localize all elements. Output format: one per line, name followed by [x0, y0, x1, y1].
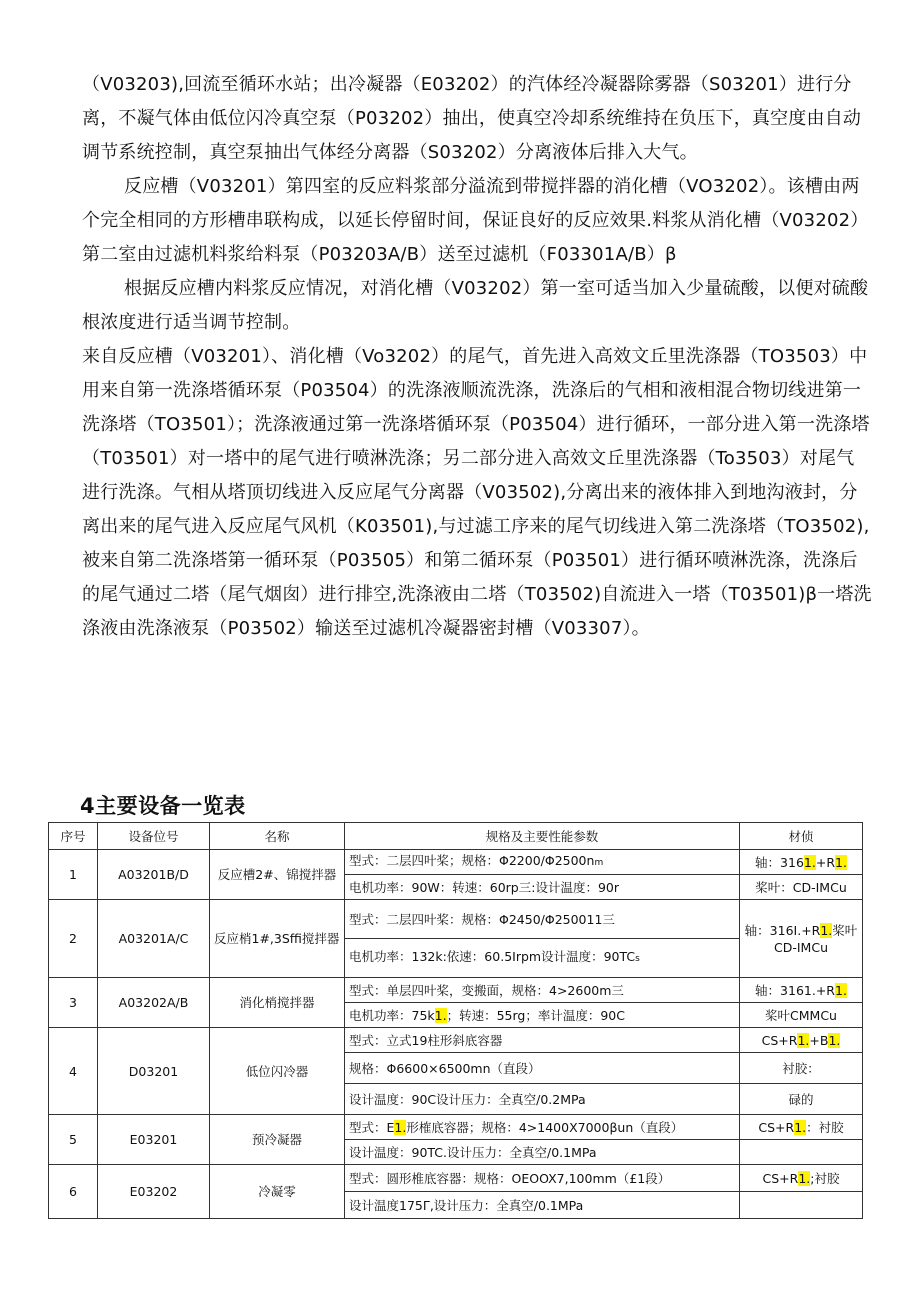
- highlight-mark: 1.: [803, 854, 816, 870]
- cell-spec: 规格：Φ6600×6500mn（直段）: [345, 1053, 740, 1084]
- cell-material: [740, 1115, 863, 1140]
- spec-text: 电机功率：132k:依速：60.5Irpm设计温度：90TC: [349, 949, 636, 964]
- cell-material: [740, 900, 863, 978]
- cell-material: [740, 1028, 863, 1053]
- paragraph-3: 根据反应槽内料浆反应情况，对消化槽（V03202）第一室可适当加入少量硫酸，以便对硫酸根浓度进行适当调节控制。: [82, 278, 869, 333]
- highlight-mark: 1.: [434, 1007, 447, 1023]
- table-row: [49, 900, 863, 939]
- cell-spec: [345, 1115, 740, 1140]
- cell-material: [740, 1165, 863, 1192]
- material-text: CS+R: [762, 1170, 799, 1186]
- table-header-row: [49, 823, 863, 850]
- cell-material-empty: [740, 1140, 863, 1165]
- cell-name: 反应梢1#,3Sffi搅拌器: [210, 900, 345, 978]
- cell-no: 4: [49, 1028, 98, 1115]
- cell-spec: 型式：圆形椎底容器：规格：OEOOX7,100mm（£1段）: [345, 1165, 740, 1192]
- highlight-mark: 1.: [828, 1032, 841, 1048]
- cell-no: 6: [49, 1165, 98, 1219]
- cell-no: 3: [49, 978, 98, 1028]
- cell-spec: [345, 850, 740, 875]
- cell-no: 2: [49, 900, 98, 978]
- spec-text: 电机功率：75k: [349, 1007, 435, 1023]
- cell-material: [740, 978, 863, 1003]
- spec-text: 型式：二层四叶桨；规格：Φ2200/Φ2500n: [349, 853, 595, 868]
- paragraph-4: 来自反应槽（V03201）、消化槽（Vo3202）的尾气，首先进入高效文丘里洗涤器（TO3503）中用来自第一洗涤塔循环泵（P03504）的洗涤液顺流洗涤，洗涤后的气相和液相混合物切线进第一洗涤塔（TO3501）；洗涤液通过第一洗涤塔循环泵（P03504）进行循环，一部分进入第一洗涤塔（T03501）对一塔中的尾气进行喷淋洗涤；另二部分进入高效文丘里洗涤器（To3503）对尾气进行洗涤。气相从塔顶切线进入反应尾气分离器（V03502),分离出来的液体排入到地沟液封，分离出来的尾气进入反应尾气风机（K03501),与过滤工序来的尾气切线进入第二洗涤塔（TO3502),被来自第二洗涤塔第一循环泵（P03505）和第二循环泵（P03501）进行循环喷淋洗涤，洗涤后的尾气通过二塔（尾气烟囱）进行排空,洗涤液由二塔（T03502)自流进入一塔（T03501)β一塔洗涤液由洗涤液泵（P03502）输送至过滤机冷凝器密封槽（V03307）。: [82, 346, 872, 639]
- spec-text: 型式：E: [349, 1119, 395, 1135]
- table-row: [49, 1028, 863, 1053]
- paragraph-1: （V03203),回流至循环水站；出冷凝器（E03202）的汽体经冷凝器除雾器（S03201）进行分离，不凝气体由低位闪冷真空泵（P03202）抽出，使真空冷却系统维持在负压下，真空度由自动调节系统控制，真空泵抽出气体经分离器（S03202）分离液体后排入大气。: [82, 74, 862, 163]
- highlight-mark: 1.: [835, 854, 847, 870]
- material-text: CD-IMCu: [774, 939, 828, 955]
- header-name: 名称: [210, 823, 345, 850]
- material-text: ：衬胶: [806, 1119, 844, 1135]
- cell-spec: 型式：立式19柱形斜底容器: [345, 1028, 740, 1053]
- highlight-mark: 1.: [797, 1032, 810, 1048]
- cell-name: 低位闪冷器: [210, 1028, 345, 1115]
- header-tag: 设备位号: [98, 823, 210, 850]
- header-specs: 规格及主要性能参数: [345, 823, 740, 850]
- highlight-mark: 1.: [820, 922, 833, 938]
- cell-material-empty: [740, 1192, 863, 1219]
- cell-name: 消化梢搅拌器: [210, 978, 345, 1028]
- cell-spec: 型式：二层四叶桨：规格：Φ2450/Φ250011三: [345, 900, 740, 939]
- material-text: ;衬胶: [810, 1170, 840, 1186]
- spec-subscript: s: [635, 954, 640, 964]
- spec-text: 形榷底容器；规格：4>1400X7000βun（直段）: [406, 1119, 684, 1135]
- cell-spec: 设计温度：90TC.设计压力：全真空/0.1MPa: [345, 1140, 740, 1165]
- material-text: CS+R: [761, 1032, 798, 1048]
- spec-text: ；转速：55rg；率计温度：90C: [446, 1007, 625, 1023]
- header-no: 序号: [49, 823, 98, 850]
- material-text: 轴：3161.+R: [755, 982, 835, 998]
- body-text: [82, 68, 872, 646]
- cell-tag: A03201B/D: [98, 850, 210, 900]
- material-text: 轴：316: [755, 854, 804, 870]
- cell-tag: A03202A/B: [98, 978, 210, 1028]
- cell-material: 桨叶CMMCu: [740, 1003, 863, 1028]
- cell-spec: 电机功率：90W：转速：60rp三:设计温度：90r: [345, 875, 740, 900]
- material-text: +B: [809, 1032, 829, 1048]
- cell-name: 反应槽2#、锦搅拌器: [210, 850, 345, 900]
- paragraph-2: 反应槽（V03201）第四室的反应料浆部分溢流到带搅拌器的消化槽（VO3202）。该槽由两个完全相同的方形槽串联构成，以延长停留时间，保证良好的反应效果.料浆从消化槽（V03202）第二室由过滤机料浆给料泵（P03203A/B）送至过滤机（F03301A/B）β: [82, 176, 869, 265]
- cell-no: 1: [49, 850, 98, 900]
- equipment-table: [48, 822, 863, 1219]
- cell-material: 桨叶：CD-IMCu: [740, 875, 863, 900]
- material-text: 桨叶: [832, 922, 858, 938]
- cell-spec: [345, 939, 740, 978]
- highlight-mark: 1.: [835, 982, 847, 998]
- cell-material: 碌的: [740, 1084, 863, 1115]
- cell-tag: E03202: [98, 1165, 210, 1219]
- cell-spec: 型式：单层四叶桨，变搬面，规格：4>2600m三: [345, 978, 740, 1003]
- material-text: 轴：316I.+R: [744, 922, 821, 938]
- spec-subscript: m: [594, 858, 604, 868]
- table-row: [49, 850, 863, 875]
- section-title: 4主要设备一览表: [80, 794, 246, 818]
- cell-spec: [345, 1003, 740, 1028]
- highlight-mark: 1.: [794, 1119, 807, 1135]
- header-material: 材侦: [740, 823, 863, 850]
- cell-name: 预冷凝器: [210, 1115, 345, 1165]
- cell-no: 5: [49, 1115, 98, 1165]
- cell-spec: 设计温度175Γ,设计压力：全真空/0.1MPa: [345, 1192, 740, 1219]
- table-row: [49, 1115, 863, 1140]
- cell-name: 冷凝零: [210, 1165, 345, 1219]
- highlight-mark: 1.: [394, 1119, 407, 1135]
- cell-tag: E03201: [98, 1115, 210, 1165]
- cell-material: 衬胶：: [740, 1053, 863, 1084]
- table-row: [49, 1165, 863, 1192]
- material-text: CS+R: [758, 1119, 795, 1135]
- cell-tag: A03201A/C: [98, 900, 210, 978]
- cell-spec: 设计温度：90C设计压力：全真空/0.2MPa: [345, 1084, 740, 1115]
- table-row: [49, 978, 863, 1003]
- cell-material: [740, 850, 863, 875]
- highlight-mark: 1.: [798, 1170, 811, 1186]
- material-text: +R: [815, 854, 836, 870]
- cell-tag: D03201: [98, 1028, 210, 1115]
